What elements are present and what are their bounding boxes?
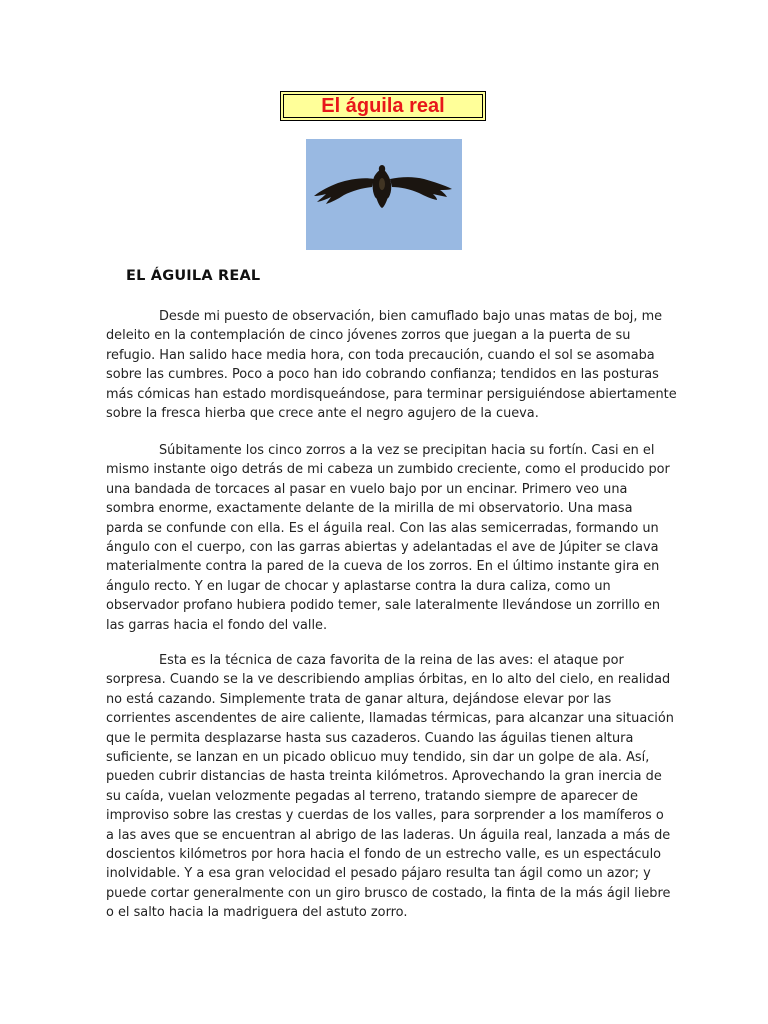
paragraph-line: corrientes ascendentes de aire caliente, llamadas térmicas, para alcanzar una situación <box>106 711 674 727</box>
paragraph-line: su caída, vuelan velozmente pegadas al terreno, tratando siempre de aparecer de <box>106 788 638 804</box>
eagle-illustration <box>306 139 462 250</box>
paragraph-line: suficiente, se lanzan en un picado oblicuo muy tendido, sin dar un golpe de ala. Así, <box>106 750 650 766</box>
paragraph-line: mismo instante oigo detrás de mi cabeza un zumbido creciente, como el producido por <box>106 462 670 478</box>
paragraph-line: improviso sobre las crestas y cuerdas de los valles, para sorprender a los mamíferos o <box>106 808 664 824</box>
paragraph-line: parda se confunde con ella. Es el águila real. Con las alas semicerradas, formando un <box>106 520 659 536</box>
paragraph-line: una bandada de torcaces al pasar en vuelo bajo por un encinar. Primero veo una <box>106 481 628 497</box>
paragraph-2 <box>106 441 668 635</box>
paragraph-line: pueden cubrir distancias de hasta treinta kilómetros. Aprovechando la gran inercia de <box>106 769 662 785</box>
paragraph-line: deleito en la contemplación de cinco jóvenes zorros que juegan a la puerta de su <box>106 328 631 344</box>
paragraph-line: más cómicas han estado mordisqueándose, para terminar persiguiéndose abiertamente <box>106 386 677 402</box>
paragraph-line: refugio. Han salido hace media hora, con toda precaución, cuando el sol se asomaba <box>106 347 655 363</box>
section-heading: EL ÁGUILA REAL <box>126 268 261 284</box>
paragraph-line: que le permita desplazarse hasta sus cazaderos. Cuando las águilas tienen altura <box>106 730 634 746</box>
paragraph-line: observador profano hubiera podido temer, sale lateralmente llevándose un zorrillo en <box>106 598 661 614</box>
paragraph-line: Súbitamente los cinco zorros a la vez se precipitan hacia su fortín. Casi en el <box>159 443 655 458</box>
paragraph-line: o el salto hacia la madriguera del astuto zorro. <box>106 905 408 921</box>
paragraph-1 <box>106 307 677 423</box>
eagle-body-highlight <box>379 178 385 190</box>
paragraph-line: ángulo con el cuerpo, con las garras abiertas y adelantadas el ave de Júpiter se clava <box>106 540 659 556</box>
paragraph-line: materialmente contra la pared de la cueva de los zorros. En el último instante gira en <box>106 559 660 575</box>
paragraph-3 <box>106 651 674 923</box>
paragraph-line: ángulo recto. Y en lugar de chocar y aplastarse contra la dura caliza, como un <box>106 578 611 594</box>
paragraph-line: sobre la fresca hierba que crece ante el negro agujero de la cueva. <box>106 406 539 422</box>
paragraph-line: Desde mi puesto de observación, bien camuflado bajo unas matas de boj, me <box>159 309 663 324</box>
paragraph-line: puede cortar generalmente con un giro brusco de costado, la finta de la más ágil liebre <box>106 885 671 901</box>
paragraph-line: sorpresa. Cuando se la ve describiendo amplias órbitas, en lo alto del cielo, en realidad <box>106 672 671 688</box>
paragraph-line: doscientos kilómetros por hora hacia el fondo de un estrecho valle, es un espectáculo <box>106 847 662 863</box>
paragraph-line: sobre las cumbres. Poco a poco han ido cobrando confianza; tendidos en las posturas <box>106 367 659 383</box>
paragraph-line: no está cazando. Simplemente trata de ganar altura, dejándose elevar por las <box>106 691 612 707</box>
document-title: El águila real <box>321 95 445 117</box>
paragraph-line: a las aves que se encuentran al abrigo de las laderas. Un águila real, lanzada a más de <box>106 827 671 843</box>
title-box <box>280 91 486 121</box>
paragraph-line: inolvidable. Y a esa gran velocidad el pesado pájaro resulta tan ágil como un azor; y <box>106 866 651 882</box>
paragraph-line: las garras hacia el fondo del valle. <box>106 617 328 633</box>
paragraph-line: sombra enorme, exactamente delante de la mirilla de mi observatorio. Una masa <box>106 501 633 517</box>
eagle-photo <box>306 139 462 250</box>
paragraph-line: Esta es la técnica de caza favorita de la reina de las aves: el ataque por <box>159 653 624 668</box>
